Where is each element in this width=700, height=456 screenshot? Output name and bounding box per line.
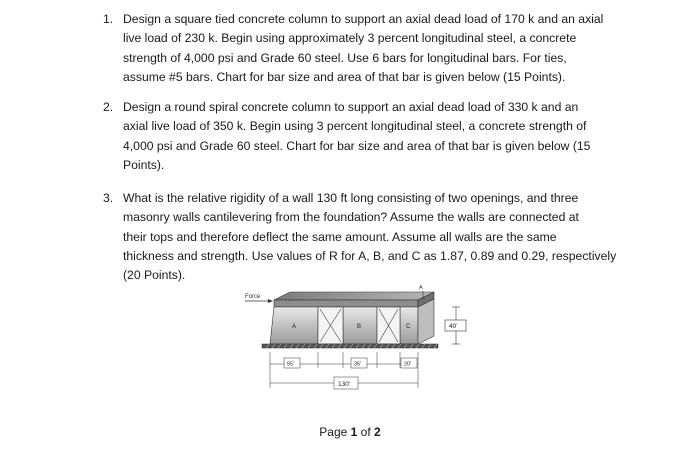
question-line: Points). — [123, 157, 165, 172]
dim-b-label: 35' — [354, 361, 362, 368]
dim-c-label: 20' — [404, 361, 412, 368]
question-number: 1. — [103, 12, 114, 26]
question-line: assume #5 bars. Chart for bar size and area of that bar is given below (15 Points). — [123, 69, 566, 84]
question-line: live load of 230 k. Begin using approximately 3 percent longitudinal steel, a concrete — [123, 31, 577, 46]
question-number: 3. — [103, 191, 114, 205]
section-mark-label: A — [419, 285, 423, 291]
opening-1 — [318, 307, 343, 344]
height-label: 40' — [449, 323, 458, 330]
force-label: Force — [245, 294, 261, 300]
wall-label-c: C — [406, 324, 411, 330]
page-of: of — [360, 425, 371, 439]
page-footer — [0, 425, 700, 439]
question-text — [123, 98, 619, 175]
dim-total-label: 130' — [338, 381, 351, 388]
opening-2 — [377, 307, 400, 344]
dim-a-label: 55' — [287, 361, 295, 368]
top-beam-front — [274, 300, 418, 307]
question-line: strength of 4,000 psi and Grade 60 steel. Use 6 bars for longitudinal bars. For ties, — [123, 50, 567, 65]
force-arrowhead — [268, 299, 273, 303]
question-line: Design a round spiral concrete column to support an axial dead load of 330 k and an — [123, 100, 579, 114]
page-total: 2 — [374, 425, 381, 439]
question-line: (20 Points). — [123, 268, 186, 283]
question-line: Design a square tied concrete column to support an axial dead load of 170 k and an axial — [123, 12, 604, 26]
top-beam-surface — [274, 292, 434, 300]
question-line: masonry walls cantilevering from the foundation? Assume the walls are connected at — [123, 210, 579, 225]
question-line: thickness and strength. Use values of R for A, B, and C as 1.87, 0.89 and 0.29, respectively — [123, 248, 617, 263]
wall-label-b: B — [357, 324, 362, 330]
question-number: 2. — [103, 100, 114, 114]
question-line: 4,000 psi and Grade 60 steel. Chart for bar size and area of that bar is given below (15 — [123, 138, 591, 153]
question-text — [123, 10, 619, 87]
question-line: What is the relative rigidity of a wall 130 ft long consisting of two openings, and three — [123, 191, 579, 205]
wall-label-a: A — [292, 324, 297, 330]
page-current: 1 — [350, 425, 358, 439]
question-line: axial live load of 350 k. Begin using 3 percent longitudinal steel, a concrete strength of — [123, 119, 587, 134]
wall-end-face — [418, 299, 434, 344]
page-word: Page — [319, 425, 348, 439]
question-text — [123, 189, 619, 285]
question-line: their tops and therefore deflect the same amount. Assume all walls are the same — [123, 229, 557, 244]
wall-diagram — [240, 282, 470, 396]
